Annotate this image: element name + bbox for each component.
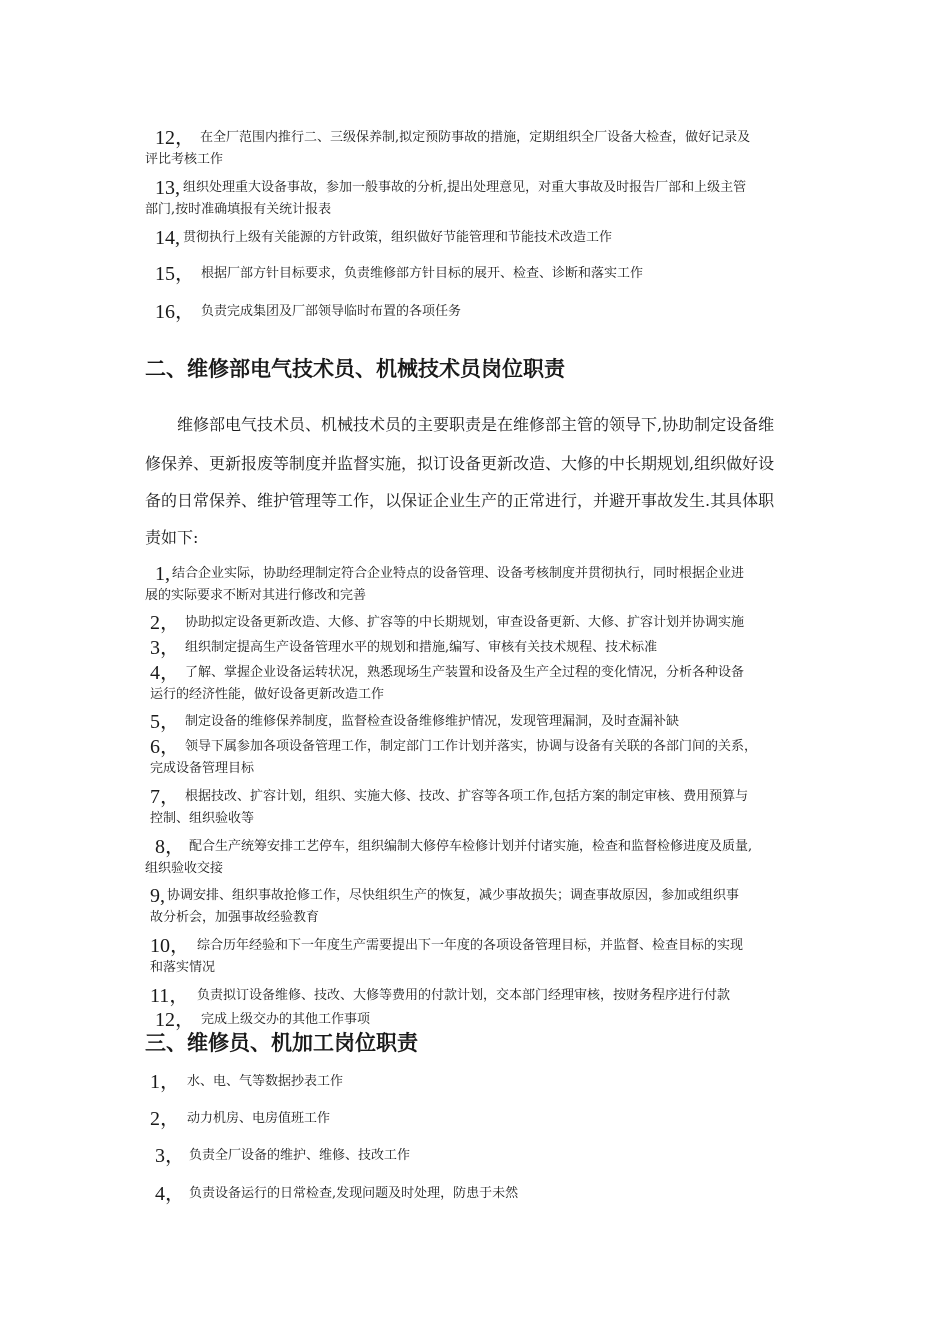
item-text: 完成上级交办的其他工作事项 (201, 1012, 371, 1027)
item-number: 16， (155, 301, 195, 323)
item-text-continued: 控制、组织验收等 (150, 811, 255, 826)
item-number: 5， (150, 711, 180, 733)
item-text: 制定设备的维修保养制度，监督检查设备维修维护情况，发现管理漏洞，及时查漏补缺 (185, 714, 680, 729)
intro-line: 责如下: (145, 528, 199, 547)
section2-heading: 二、维修部电气技术员、机械技术员岗位职责 (145, 357, 565, 381)
item-text: 在全厂范围内推行二、三级保养制,拟定预防事故的措施，定期组织全厂设备大检查，做好记录及 (200, 130, 751, 145)
item-number: 3， (155, 1145, 185, 1167)
item-number: 8， (155, 836, 185, 858)
item-text: 协调安排、组织事故抢修工作，尽快组织生产的恢复，减少事故损失；调查事故原因，参加或组织事 (167, 888, 740, 903)
item-text: 动力机房、电房值班工作 (187, 1111, 331, 1126)
item-number: 3， (150, 637, 180, 659)
intro-line: 备的日常保养、维护管理等工作，以保证企业生产的正常进行，并避开事故发生.其具体职 (145, 491, 775, 510)
item-number: 4， (155, 1183, 185, 1205)
item-number: 14, (155, 227, 180, 249)
item-text-continued: 和落实情况 (150, 960, 216, 975)
item-text: 负责拟订设备维修、技改、大修等费用的付款计划，交本部门经理审核，按财务程序进行付款 (197, 988, 731, 1003)
item-text-continued: 完成设备管理目标 (150, 761, 255, 776)
item-number: 11， (150, 985, 190, 1007)
section3-heading: 三、维修员、机加工岗位职责 (145, 1031, 418, 1055)
item-number: 15， (155, 263, 195, 285)
item-text: 领导下属参加各项设备管理工作，制定部门工作计划并落实，协调与设备有关联的各部门间的关系， (185, 739, 758, 754)
item-text-continued: 故分析会，加强事故经验教育 (150, 910, 320, 925)
item-text: 组织处理重大设备事故，参加一般事故的分析,提出处理意见，对重大事故及时报告厂部和上级主管 (183, 180, 747, 195)
item-number: 2， (150, 1108, 180, 1130)
item-number: 12， (155, 1009, 195, 1031)
item-text-continued: 组织验收交接 (145, 861, 224, 876)
item-text: 组织制定提高生产设备管理水平的规划和措施,编写、审核有关技术规程、技术标准 (185, 640, 658, 655)
item-number: 2， (150, 612, 180, 634)
item-number: 4， (150, 662, 180, 684)
item-number: 6， (150, 736, 180, 758)
item-text-continued: 评比考核工作 (145, 152, 224, 167)
item-text: 结合企业实际，协助经理制定符合企业特点的设备管理、设备考核制度并贯彻执行，同时根据企业进 (172, 566, 745, 581)
item-number: 1， (150, 1071, 180, 1093)
item-number: 1, (155, 563, 170, 585)
item-text-continued: 展的实际要求不断对其进行修改和完善 (145, 588, 367, 603)
item-text: 综合历年经验和下一年度生产需要提出下一年度的各项设备管理目标，并监督、检查目标的实现 (197, 938, 744, 953)
intro-line: 修保养、更新报废等制度并监督实施，拟订设备更新改造、大修的中长期规划,组织做好设 (145, 454, 775, 473)
item-text: 配合生产统筹安排工艺停车，组织编制大修停车检修计划并付诸实施，检查和监督检修进度及质量, (189, 839, 753, 854)
item-number: 10， (150, 935, 190, 957)
item-text: 负责全厂设备的维护、维修、技改工作 (189, 1148, 411, 1163)
item-number: 7， (150, 786, 180, 808)
item-text: 了解、掌握企业设备运转状况，熟悉现场生产装置和设备及生产全过程的变化情况，分析各种设备 (185, 665, 745, 680)
item-text: 负责完成集团及厂部领导临时布置的各项任务 (201, 304, 462, 319)
intro-line: 维修部电气技术员、机械技术员的主要职责是在维修部主管的领导下,协助制定设备维 (177, 415, 775, 434)
item-number: 13, (155, 177, 180, 199)
item-text: 水、电、气等数据抄表工作 (187, 1074, 344, 1089)
item-text: 协助拟定设备更新改造、大修、扩容等的中长期规划，审查设备更新、大修、扩容计划并协调实施 (185, 615, 745, 630)
item-text: 负责设备运行的日常检查,发现问题及时处理，防患于未然 (189, 1186, 519, 1201)
item-text-continued: 运行的经济性能，做好设备更新改造工作 (150, 687, 385, 702)
item-number: 12， (155, 127, 195, 149)
item-number: 9, (150, 885, 165, 907)
item-text: 根据厂部方针目标要求，负责维修部方针目标的展开、检查、诊断和落实工作 (201, 266, 644, 281)
item-text: 根据技改、扩容计划，组织、实施大修、技改、扩容等各项工作,包括方案的制定审核、费用预算与 (185, 789, 749, 804)
item-text: 贯彻执行上级有关能源的方针政策，组织做好节能管理和节能技术改造工作 (183, 230, 613, 245)
item-text-continued: 部门,按时准确填报有关统计报表 (145, 202, 332, 217)
